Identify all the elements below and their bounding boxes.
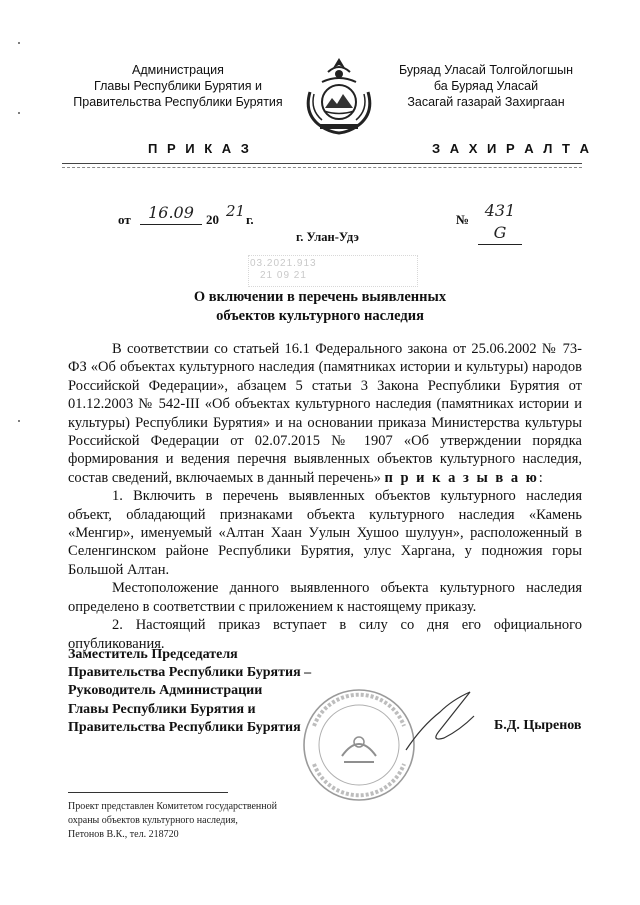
location-paragraph: Местоположение данного выявленного объекта культурного наследия определено в соответствии с приложением к настоящему приказу.	[68, 580, 582, 615]
binder-mark	[18, 420, 20, 422]
binder-mark	[18, 42, 20, 44]
document-type-bua: З А Х И Р А Л Т А	[432, 141, 592, 156]
handwritten-year: 21	[226, 202, 246, 220]
signatory-title	[68, 646, 311, 737]
signatory-title-line: Руководитель Администрации	[68, 683, 263, 699]
document-body	[68, 340, 582, 653]
document-type-ru: П Р И К А З	[148, 141, 252, 156]
order-colon: :	[538, 469, 543, 486]
footer-note	[68, 800, 277, 842]
issuer-bua-line: Буряад Уласай Толгойлогшын	[398, 63, 574, 77]
registration-stamp-text: 21 09 21	[260, 270, 307, 281]
signatory-title-line: Главы Республики Бурятия и	[68, 701, 256, 717]
issuer-ru	[62, 62, 294, 110]
handwritten-date: 16.09	[140, 202, 202, 225]
issuer-ru-line: Администрация	[132, 63, 224, 77]
issuer-bua-line: ба Буряад Уласай	[433, 79, 539, 93]
subject-line: О включении в перечень выявленных	[193, 289, 447, 305]
handwritten-number: 431 G	[478, 200, 522, 245]
footer-line: Проект представлен Комитетом государственной	[68, 801, 277, 812]
signatory-title-line: Правительства Республики Бурятия	[68, 719, 301, 735]
footer-divider	[68, 792, 228, 793]
footer-line: охраны объектов культурного наследия,	[68, 815, 238, 826]
date-label: от	[118, 212, 131, 227]
issuer-ru-line: Главы Республики Бурятия и	[94, 79, 262, 93]
footer-line: Петонов В.К., тел. 218720	[68, 829, 179, 840]
number-label: №	[456, 212, 470, 227]
handwritten-signature-icon	[400, 686, 490, 756]
preamble-paragraph	[68, 340, 582, 487]
registration-stamp-text: 03.2021.913	[250, 258, 317, 269]
header-divider	[62, 163, 582, 164]
coat-of-arms-icon	[300, 54, 378, 136]
subject-line: объектов культурного наследия	[216, 308, 424, 324]
signatory-title-line: Заместитель Председателя	[68, 647, 238, 662]
preamble-text: В соответствии со статьей 16.1 Федерального закона от 25.06.2002 № 73-ФЗ «Об объектах культурного наследия (памятниках истории и культуры) народов Российской Федерации», абзацем 5 статьи 3 Закона Республики Бурятия от 01.12.2003 № 542-III «Об объектах культурного наследия (памятниках истории и культуры) Республики Бурятия» и на основании приказа Министерства культуры Российской Федерации от 02.07.2015 № 1907 «Об утверждении порядка формирования и ведения перечня выявленных объектов культурного наследия, состав сведений, включаемых в данный перечень»	[68, 341, 582, 486]
item-2-paragraph: 2. Настоящий приказ вступает в силу со дня его официального опубликования.	[68, 617, 582, 652]
document-subject	[120, 288, 520, 326]
signatory-title-line: Правительства Республики Бурятия –	[68, 665, 312, 681]
binder-mark	[18, 112, 20, 114]
item-1-paragraph: 1. Включить в перечень выявленных объектов культурного наследия объект, обладающий признаками объекта культурного наследия «Камень «Менгир», именуемый «Алтан Хаан Уулын Хушоо шулуун», расположенный в Селенгинском районе Республики Бурятия, улус Харгана, у подножия горы Большой Алтан.	[68, 488, 582, 578]
issuer-bua	[388, 62, 584, 110]
header-divider-dashed	[62, 167, 582, 168]
issuer-bua-line: Засагай газарай Захиргаан	[407, 95, 565, 109]
year-prefix: 20	[206, 212, 219, 227]
city: г. Улан-Удэ	[296, 230, 359, 244]
order-word: п р и к а з ы в а ю	[384, 469, 539, 486]
issuer-ru-line: Правительства Республики Бурятия	[73, 95, 283, 109]
signer-name: Б.Д. Цыренов	[494, 718, 582, 733]
year-suffix: г.	[246, 212, 254, 227]
